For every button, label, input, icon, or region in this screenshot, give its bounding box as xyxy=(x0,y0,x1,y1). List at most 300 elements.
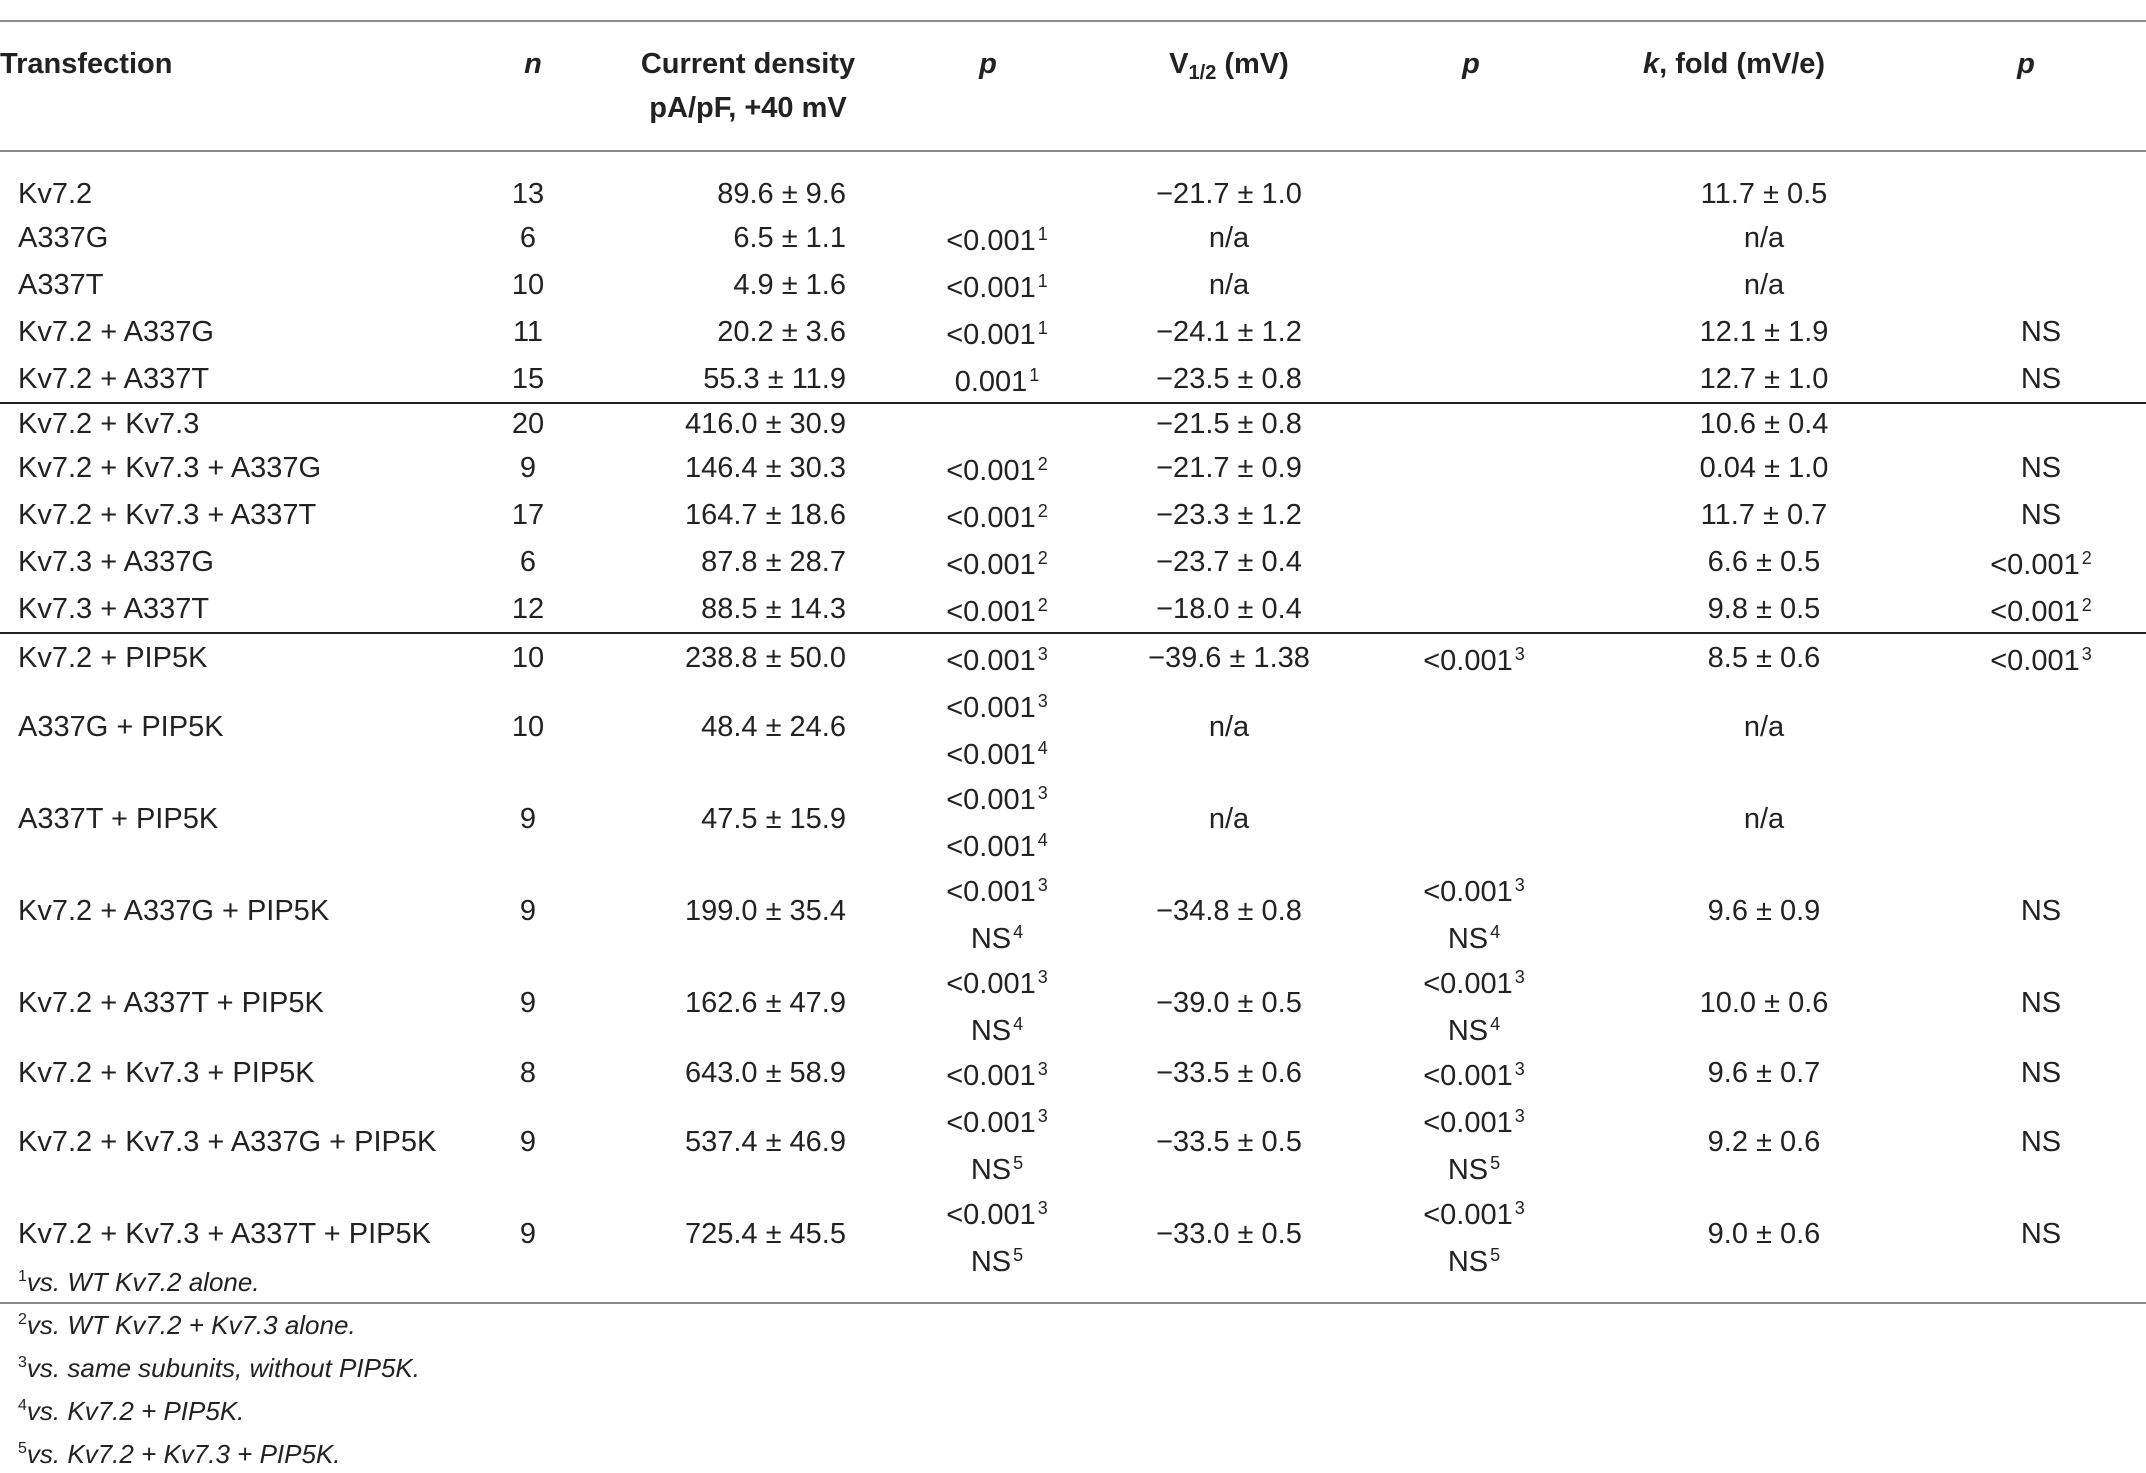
p-value xyxy=(946,820,1048,867)
cell-k: n/a xyxy=(1743,268,1785,301)
table-row xyxy=(0,151,2146,214)
cell-p-v-half xyxy=(1380,151,1562,214)
p-value-text: <0.001 xyxy=(946,319,1036,351)
p-value xyxy=(1423,1188,1525,1235)
p-value-text: <0.001 xyxy=(1423,1060,1513,1092)
cell-k: 9.6 ± 0.9 xyxy=(1707,895,1821,927)
cell-transfection: Kv7.2 + Kv7.3 + A337G xyxy=(18,451,322,484)
cell-transfection: Kv7.2 + A337T xyxy=(18,362,210,395)
cell-p-current xyxy=(898,261,1078,308)
cell-current-density: 88.5 ± 14.3 xyxy=(701,592,846,625)
p-value-footnote-ref: 2 xyxy=(1037,501,1048,521)
p-value xyxy=(2021,1218,2061,1250)
p-value-text: NS xyxy=(2020,498,2062,531)
footnote xyxy=(18,1258,420,1301)
p-value xyxy=(1423,1060,1525,1092)
p-value xyxy=(946,1060,1048,1092)
p-value-text: NS xyxy=(2020,451,2062,484)
p-value xyxy=(1448,912,1500,959)
p-value-text: <0.001 xyxy=(946,272,1036,304)
p-value xyxy=(1990,645,2092,677)
header-transfection: Transfection xyxy=(0,22,468,151)
p-value xyxy=(946,645,1048,677)
cell-current-density: 199.0 ± 35.4 xyxy=(684,895,846,927)
p-value-footnote-ref: 5 xyxy=(1013,1245,1024,1265)
cell-p-v-half xyxy=(1380,491,1562,538)
p-value-text: <0.001 xyxy=(1990,596,2080,628)
p-value xyxy=(1423,645,1525,677)
cell-p-current xyxy=(898,308,1078,355)
p-value-text: <0.001 xyxy=(946,968,1036,1000)
p-value xyxy=(955,366,1040,398)
cell-current-density: 55.3 ± 11.9 xyxy=(703,362,846,395)
table-row xyxy=(0,1049,2146,1096)
header-v-half-sub: 1/2 xyxy=(1188,62,1217,84)
p-value xyxy=(1423,957,1525,1004)
cell-current-density: 47.5 ± 15.9 xyxy=(701,803,846,835)
p-value-text: <0.001 xyxy=(946,692,1036,724)
cell-current-density: 89.6 ± 9.6 xyxy=(717,178,846,210)
p-value-text: NS xyxy=(1447,1015,1489,1047)
table-row xyxy=(0,681,2146,773)
cell-current-density: 643.0 ± 58.9 xyxy=(684,1056,846,1089)
p-value-text: <0.001 xyxy=(946,1060,1036,1092)
p-value-footnote-ref: 1 xyxy=(1037,271,1048,291)
header-n: n xyxy=(468,22,598,151)
footnote xyxy=(18,1301,420,1344)
cell-n: 10 xyxy=(511,268,545,301)
cell-p-k xyxy=(1906,261,2146,308)
table-row xyxy=(0,865,2146,957)
cell-p-current xyxy=(898,633,1078,681)
cell-n: 13 xyxy=(511,178,545,210)
cell-p-current xyxy=(898,957,1078,1049)
footnote-number: 3 xyxy=(18,1354,27,1371)
cell-p-v-half xyxy=(1380,865,1562,957)
p-value xyxy=(2021,895,2061,927)
cell-k: 0.04 ± 1.0 xyxy=(1699,451,1829,484)
cell-k: 10.0 ± 0.6 xyxy=(1699,987,1829,1019)
table-row xyxy=(0,633,2146,681)
p-value-text: 0.001 xyxy=(954,366,1028,398)
cell-p-k xyxy=(1906,865,2146,957)
p-value xyxy=(946,773,1048,820)
cell-k: 9.2 ± 0.6 xyxy=(1707,1126,1821,1158)
p-value-footnote-ref: 2 xyxy=(1037,548,1048,568)
cell-v-half: −23.3 ± 1.2 xyxy=(1156,498,1302,531)
table-body xyxy=(0,151,2146,1303)
header-k-rest: , fold (mV/e) xyxy=(1659,48,1826,80)
cell-p-current xyxy=(898,1096,1078,1188)
p-value xyxy=(2021,316,2061,348)
p-value xyxy=(971,1004,1023,1051)
p-value-text: <0.001 xyxy=(946,784,1036,816)
cell-p-k xyxy=(1906,681,2146,773)
cell-p-current xyxy=(898,681,1078,773)
cell-p-current xyxy=(898,403,1078,444)
cell-v-half: −33.5 ± 0.6 xyxy=(1156,1056,1302,1089)
cell-n: 9 xyxy=(519,1126,537,1158)
header-v-half-unit: (mV) xyxy=(1216,48,1289,80)
cell-n: 10 xyxy=(511,711,545,743)
cell-current-density: 162.6 ± 47.9 xyxy=(684,987,846,1019)
cell-p-k xyxy=(1906,773,2146,865)
p-value-text: <0.001 xyxy=(1423,876,1513,908)
cell-v-half: −21.5 ± 0.8 xyxy=(1078,403,1380,444)
cell-p-k xyxy=(1906,1096,2146,1188)
header-current-density-line1: Current density xyxy=(640,48,856,80)
cell-p-k xyxy=(1906,633,2146,681)
cell-p-v-half xyxy=(1380,773,1562,865)
cell-current-density: 6.5 ± 1.1 xyxy=(733,221,846,254)
footnote-number: 5 xyxy=(18,1440,27,1457)
header-k-symbol: k xyxy=(1642,48,1660,80)
cell-current-density: 725.4 ± 45.5 xyxy=(598,1188,898,1303)
p-value-footnote-ref: 3 xyxy=(1037,875,1048,895)
cell-transfection: Kv7.2 + PIP5K xyxy=(0,633,468,681)
p-value-footnote-ref: 1 xyxy=(1037,318,1048,338)
cell-v-half: −33.5 ± 0.5 xyxy=(1156,1126,1302,1158)
p-value xyxy=(1423,1096,1525,1143)
table-row xyxy=(0,444,2146,491)
cell-k: 11.7 ± 0.5 xyxy=(1700,178,1828,210)
cell-n: 12 xyxy=(511,592,545,625)
p-value-text: <0.001 xyxy=(1423,1199,1513,1231)
header-current-density-line2: pA/pF, +40 mV xyxy=(649,92,847,124)
cell-n: 20 xyxy=(468,403,598,444)
p-value-footnote-ref: 3 xyxy=(1037,644,1048,664)
p-value xyxy=(2021,1057,2061,1089)
p-value xyxy=(946,1096,1048,1143)
table-row xyxy=(0,585,2146,633)
cell-v-half: −24.1 ± 1.2 xyxy=(1156,315,1302,348)
p-value-footnote-ref: 4 xyxy=(1037,830,1048,850)
p-value xyxy=(946,1188,1048,1235)
p-value xyxy=(946,502,1048,534)
p-value-footnote-ref: 3 xyxy=(2081,644,2092,664)
cell-v-half: −39.0 ± 0.5 xyxy=(1156,987,1302,1019)
p-value-text: <0.001 xyxy=(946,549,1036,581)
cell-transfection: A337G xyxy=(18,221,109,254)
p-value xyxy=(2021,987,2061,1019)
p-value-text: <0.001 xyxy=(946,645,1036,677)
p-value xyxy=(971,1235,1023,1282)
header-v-half-main: V xyxy=(1169,48,1189,80)
footnote xyxy=(18,1430,420,1473)
cell-v-half: −18.0 ± 0.4 xyxy=(1156,592,1302,625)
p-value-text: <0.001 xyxy=(946,831,1036,863)
p-value xyxy=(946,272,1048,304)
p-value xyxy=(2021,363,2061,395)
table-row xyxy=(0,214,2146,261)
p-value-text: NS xyxy=(2020,1056,2062,1089)
p-value xyxy=(946,549,1048,581)
cell-transfection: Kv7.3 + A337T xyxy=(18,592,210,625)
p-value-footnote-ref: 3 xyxy=(1037,1106,1048,1126)
cell-k: 10.6 ± 0.4 xyxy=(1562,403,1906,444)
cell-p-current xyxy=(898,491,1078,538)
p-value-footnote-ref: 1 xyxy=(1029,365,1040,385)
p-value-footnote-ref: 3 xyxy=(1514,875,1525,895)
table-row xyxy=(0,538,2146,585)
cell-v-half: n/a xyxy=(1208,711,1250,743)
cell-p-current xyxy=(898,444,1078,491)
p-value-footnote-ref: 5 xyxy=(1013,1153,1024,1173)
cell-transfection: A337T xyxy=(18,268,104,301)
p-value-text: <0.001 xyxy=(946,739,1036,771)
p-value-text: <0.001 xyxy=(1990,549,2080,581)
p-value-footnote-ref: 2 xyxy=(1037,454,1048,474)
header-k xyxy=(1562,22,1906,151)
cell-transfection: Kv7.2 + A337G + PIP5K xyxy=(18,895,330,927)
cell-transfection: Kv7.2 + Kv7.3 xyxy=(0,403,468,444)
cell-p-current xyxy=(898,151,1078,214)
p-value-footnote-ref: 4 xyxy=(1013,1014,1024,1034)
table-row xyxy=(0,308,2146,355)
cell-v-half: n/a xyxy=(1208,268,1250,301)
cell-p-current xyxy=(898,585,1078,633)
cell-k: 9.6 ± 0.7 xyxy=(1707,1056,1821,1089)
cell-current-density: 20.2 ± 3.6 xyxy=(717,315,846,348)
p-value xyxy=(1990,596,2092,628)
cell-transfection: Kv7.2 + A337T + PIP5K xyxy=(18,987,324,1019)
cell-current-density: 87.8 ± 28.7 xyxy=(701,545,846,578)
table-row xyxy=(0,957,2146,1049)
cell-v-half: −39.6 ± 1.38 xyxy=(1078,633,1380,681)
cell-current-density: 238.8 ± 50.0 xyxy=(598,633,898,681)
p-value-text: <0.001 xyxy=(946,1199,1036,1231)
p-value xyxy=(946,225,1048,257)
table-row xyxy=(0,1096,2146,1188)
cell-p-current xyxy=(898,1049,1078,1096)
cell-transfection: Kv7.2 + Kv7.3 + A337T xyxy=(18,498,317,531)
p-value-footnote-ref: 2 xyxy=(2081,595,2092,615)
cell-n: 9 xyxy=(519,451,537,484)
p-value-text: NS xyxy=(2020,362,2062,395)
header-p-v-half: p xyxy=(1380,22,1562,151)
p-value-text: NS xyxy=(1447,1154,1489,1186)
p-value xyxy=(946,865,1048,912)
footnote xyxy=(18,1387,420,1430)
cell-p-v-half xyxy=(1380,261,1562,308)
p-value xyxy=(1448,1143,1500,1190)
p-value-text: NS xyxy=(2020,895,2062,927)
p-value xyxy=(946,957,1048,1004)
p-value-footnote-ref: 1 xyxy=(1037,224,1048,244)
cell-k: 11.7 ± 0.7 xyxy=(1700,498,1828,531)
p-value-text: NS xyxy=(970,1246,1012,1278)
p-value xyxy=(971,912,1023,959)
footnote-text: vs. Kv7.2 + PIP5K. xyxy=(26,1396,245,1426)
p-value-text: <0.001 xyxy=(946,1107,1036,1139)
p-value-footnote-ref: 3 xyxy=(1514,1059,1525,1079)
p-value-footnote-ref: 3 xyxy=(1037,1059,1048,1079)
data-table xyxy=(0,20,2146,1304)
cell-n: 10 xyxy=(468,633,598,681)
p-value-footnote-ref: 4 xyxy=(1490,922,1501,942)
cell-p-v-half xyxy=(1380,214,1562,261)
p-value-text: <0.001 xyxy=(946,876,1036,908)
p-value-footnote-ref: 3 xyxy=(1514,644,1525,664)
cell-transfection: Kv7.2 + A337G xyxy=(18,315,214,348)
cell-transfection: A337T + PIP5K xyxy=(18,803,219,835)
p-value-footnote-ref: 2 xyxy=(1037,595,1048,615)
cell-p-current xyxy=(898,214,1078,261)
cell-v-half: −34.8 ± 0.8 xyxy=(1156,895,1302,927)
header-v-half xyxy=(1078,22,1380,151)
p-value xyxy=(2021,1126,2061,1158)
p-value-footnote-ref: 4 xyxy=(1013,922,1024,942)
cell-v-half: −23.5 ± 0.8 xyxy=(1156,362,1302,395)
cell-v-half: −21.7 ± 0.9 xyxy=(1156,451,1302,484)
cell-current-density: 416.0 ± 30.9 xyxy=(598,403,898,444)
p-value-text: <0.001 xyxy=(1423,968,1513,1000)
p-value xyxy=(2021,499,2061,531)
cell-current-density: 48.4 ± 24.6 xyxy=(701,711,846,743)
p-value xyxy=(2021,452,2061,484)
p-value-footnote-ref: 4 xyxy=(1490,1014,1501,1034)
cell-p-k xyxy=(1906,1188,2146,1303)
table-row xyxy=(0,355,2146,403)
cell-p-v-half xyxy=(1380,681,1562,773)
cell-p-v-half xyxy=(1380,355,1562,403)
p-value-footnote-ref: 5 xyxy=(1490,1245,1501,1265)
cell-transfection: Kv7.2 + Kv7.3 + PIP5K xyxy=(18,1056,315,1089)
p-value xyxy=(946,455,1048,487)
cell-k: n/a xyxy=(1743,711,1785,743)
p-value-footnote-ref: 3 xyxy=(1037,783,1048,803)
p-value-footnote-ref: 3 xyxy=(1514,967,1525,987)
p-value-footnote-ref: 3 xyxy=(1037,967,1048,987)
cell-transfection: A337G + PIP5K xyxy=(18,711,224,743)
cell-transfection: Kv7.3 + A337G xyxy=(18,545,214,578)
p-value-text: NS xyxy=(2020,987,2062,1019)
cell-p-k xyxy=(1906,957,2146,1049)
p-value-footnote-ref: 3 xyxy=(1037,1198,1048,1218)
footnote-number: 2 xyxy=(18,1311,27,1328)
cell-p-k xyxy=(1906,444,2146,491)
cell-v-half: −33.0 ± 0.5 xyxy=(1078,1188,1380,1303)
footnote xyxy=(18,1344,420,1387)
p-value-text: <0.001 xyxy=(946,596,1036,628)
p-value-footnote-ref: 2 xyxy=(2081,548,2092,568)
footnote-number: 1 xyxy=(18,1268,27,1285)
cell-p-current xyxy=(898,773,1078,865)
p-value xyxy=(1448,1004,1500,1051)
cell-p-k xyxy=(1906,403,2146,444)
cell-p-v-half xyxy=(1380,1188,1562,1303)
cell-n: 6 xyxy=(519,221,537,254)
cell-p-v-half xyxy=(1380,585,1562,633)
p-value-text: NS xyxy=(970,1154,1012,1186)
footnote-number: 4 xyxy=(18,1397,27,1414)
cell-n: 15 xyxy=(511,362,545,395)
p-value-footnote-ref: 5 xyxy=(1490,1153,1501,1173)
cell-transfection: Kv7.2 + Kv7.3 + A337T + PIP5K xyxy=(0,1188,468,1303)
cell-p-k xyxy=(1906,214,2146,261)
footnote-text: vs. WT Kv7.2 + Kv7.3 alone. xyxy=(26,1310,356,1340)
cell-p-v-half xyxy=(1380,308,1562,355)
cell-p-v-half xyxy=(1380,538,1562,585)
p-value-text: <0.001 xyxy=(1990,645,2080,677)
p-value-text: NS xyxy=(2020,1126,2062,1158)
p-value-text: <0.001 xyxy=(946,502,1036,534)
header-p-k: p xyxy=(1906,22,2146,151)
cell-p-k xyxy=(1906,538,2146,585)
cell-n: 17 xyxy=(511,498,545,531)
cell-n: 6 xyxy=(519,545,537,578)
p-value xyxy=(1990,549,2092,581)
p-value-text: <0.001 xyxy=(1423,645,1513,677)
cell-v-half: n/a xyxy=(1208,803,1250,835)
p-value xyxy=(971,1143,1023,1190)
cell-n: 9 xyxy=(468,1188,598,1303)
header-p-current: p xyxy=(898,22,1078,151)
p-value xyxy=(1448,1235,1500,1282)
p-value-text: NS xyxy=(2020,315,2062,348)
p-value-footnote-ref: 3 xyxy=(1514,1106,1525,1126)
table-row xyxy=(0,491,2146,538)
cell-p-k xyxy=(1906,151,2146,214)
table-row xyxy=(0,403,2146,444)
cell-k: 6.6 ± 0.5 xyxy=(1707,545,1821,578)
cell-current-density: 146.4 ± 30.3 xyxy=(684,451,846,484)
cell-p-k xyxy=(1906,491,2146,538)
footnote-text: vs. same subunits, without PIP5K. xyxy=(26,1353,420,1383)
cell-k: 12.7 ± 1.0 xyxy=(1699,362,1829,395)
cell-v-half: n/a xyxy=(1208,221,1250,254)
cell-p-v-half xyxy=(1380,444,1562,491)
cell-k: 9.0 ± 0.6 xyxy=(1562,1188,1906,1303)
cell-p-current xyxy=(898,355,1078,403)
table-header xyxy=(0,21,2146,151)
p-value xyxy=(946,728,1048,775)
cell-v-half: −23.7 ± 0.4 xyxy=(1156,545,1302,578)
p-value xyxy=(1423,865,1525,912)
cell-p-k xyxy=(1906,585,2146,633)
cell-p-k xyxy=(1906,1049,2146,1096)
cell-p-v-half xyxy=(1380,633,1562,681)
cell-p-current xyxy=(898,1188,1078,1303)
p-value-footnote-ref: 3 xyxy=(1514,1198,1525,1218)
p-value-footnote-ref: 3 xyxy=(1037,691,1048,711)
footnote-text: vs. Kv7.2 + Kv7.3 + PIP5K. xyxy=(26,1439,341,1469)
cell-n: 11 xyxy=(512,315,544,348)
p-value-text: NS xyxy=(1447,923,1489,955)
cell-n: 9 xyxy=(519,987,537,1019)
cell-transfection: Kv7.2 xyxy=(18,178,93,210)
table-row xyxy=(0,261,2146,308)
p-value xyxy=(946,681,1048,728)
p-value-footnote-ref: 4 xyxy=(1037,738,1048,758)
cell-transfection: Kv7.2 + Kv7.3 + A337G + PIP5K xyxy=(18,1126,437,1158)
p-value-text: <0.001 xyxy=(1423,1107,1513,1139)
cell-current-density: 537.4 ± 46.9 xyxy=(684,1126,846,1158)
cell-p-v-half xyxy=(1380,1049,1562,1096)
p-value-text: NS xyxy=(970,923,1012,955)
cell-n: 9 xyxy=(519,895,537,927)
cell-p-current xyxy=(898,538,1078,585)
cell-k: n/a xyxy=(1743,803,1785,835)
table-row xyxy=(0,773,2146,865)
cell-p-k xyxy=(1906,355,2146,403)
cell-k: 8.5 ± 0.6 xyxy=(1562,633,1906,681)
cell-v-half: −21.7 ± 1.0 xyxy=(1156,178,1302,210)
cell-p-k xyxy=(1906,308,2146,355)
p-value-text: NS xyxy=(2020,1218,2062,1250)
p-value-text: NS xyxy=(1447,1246,1489,1278)
cell-current-density: 4.9 ± 1.6 xyxy=(733,268,846,301)
